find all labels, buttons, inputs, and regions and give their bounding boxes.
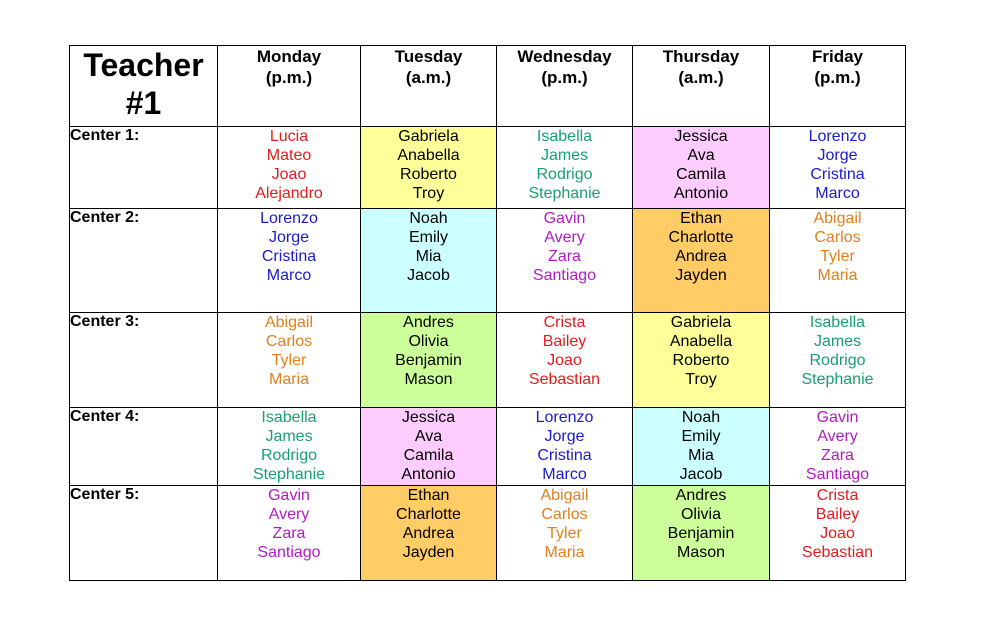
schedule-cell-tuesday [361, 313, 497, 408]
student-name: Anabella [669, 333, 733, 350]
student-name: Antonio [673, 185, 729, 202]
student-name: Andres [675, 487, 727, 504]
student-name: Cristina [810, 166, 865, 183]
student-name: Stephanie [801, 371, 874, 388]
student-name: Maria [268, 371, 309, 388]
schedule-cell-friday [770, 408, 906, 486]
student-name: Mateo [266, 147, 312, 164]
center-row-5 [70, 486, 906, 581]
schedule-cell-friday [770, 486, 906, 581]
day-session: (p.m.) [814, 68, 861, 87]
student-name: Tyler [271, 352, 307, 369]
student-name: Joao [271, 166, 307, 183]
student-name: Jessica [674, 128, 728, 145]
student-name: Rodrigo [536, 166, 593, 183]
student-name: Marco [542, 466, 587, 483]
day-name: Monday [256, 47, 322, 66]
student-name: Lucia [269, 128, 309, 145]
student-name: Carlos [541, 506, 588, 523]
student-name: Cristina [537, 447, 592, 464]
student-name: James [265, 428, 313, 445]
student-name: Maria [544, 544, 585, 561]
student-name: Cristina [261, 248, 317, 265]
student-name: Gabriela [670, 314, 732, 331]
student-name: Jessica [401, 409, 456, 426]
schedule-cell-friday [770, 209, 906, 313]
student-name: Ethan [680, 210, 722, 227]
student-name: Andres [403, 314, 454, 331]
student-name: Roberto [400, 166, 457, 183]
student-name: Charlotte [668, 229, 734, 246]
day-name: Friday [811, 47, 864, 66]
student-name: Avery [817, 428, 858, 445]
student-name: Benjamin [395, 352, 462, 369]
student-name: Jorge [544, 428, 585, 445]
student-name: Gavin [543, 210, 586, 227]
student-name: Andrea [675, 248, 727, 265]
student-name: Camila [403, 447, 454, 464]
student-name: Emily [408, 229, 449, 246]
student-name: Carlos [814, 229, 861, 246]
schedule-cell-wednesday [497, 209, 633, 313]
student-name: Ethan [407, 487, 450, 504]
schedule-table [69, 45, 906, 581]
student-name: Rodrigo [260, 447, 318, 464]
student-name: Santiago [257, 544, 321, 561]
schedule-cell-friday [770, 127, 906, 209]
schedule-title: Teacher #1 [70, 46, 218, 127]
day-name: Thursday [662, 47, 740, 66]
student-name: Lorenzo [260, 210, 318, 227]
schedule-cell-tuesday [361, 408, 497, 486]
schedule-cell-wednesday [497, 313, 633, 408]
center-row-2 [70, 209, 906, 313]
schedule-cell-wednesday [497, 408, 633, 486]
center-label: Center 5: [70, 486, 218, 581]
day-session: (p.m.) [541, 68, 588, 87]
day-header-monday [218, 46, 361, 127]
schedule-cell-thursday [633, 127, 770, 209]
student-name: Andrea [402, 525, 455, 542]
student-name: Jacob [407, 267, 450, 284]
student-name: Tyler [820, 248, 855, 265]
schedule-cell-wednesday [497, 127, 633, 209]
student-name: Jorge [268, 229, 310, 246]
student-name: Carlos [265, 333, 313, 350]
student-name: Avery [544, 229, 585, 246]
student-name: Olivia [680, 506, 721, 523]
student-name: Benjamin [667, 525, 735, 542]
student-name: Abigail [264, 314, 314, 331]
student-name: James [540, 147, 589, 164]
student-name: Bailey [542, 333, 587, 350]
student-name: Sebastian [801, 544, 874, 561]
student-name: Stephanie [252, 466, 326, 483]
student-name: Mason [676, 544, 726, 561]
schedule-cell-wednesday [497, 486, 633, 581]
student-name: Bailey [815, 506, 860, 523]
student-name: Zara [548, 248, 581, 265]
student-name: Gavin [268, 487, 310, 504]
student-name: Olivia [408, 333, 449, 350]
day-header-wednesday [497, 46, 633, 127]
student-name: Isabella [261, 409, 317, 426]
student-name: Isabella [536, 128, 593, 145]
student-name: Stephanie [528, 185, 601, 202]
schedule-cell-tuesday [361, 127, 497, 209]
schedule-cell-friday [770, 313, 906, 408]
student-name: Abigail [813, 210, 862, 227]
student-name: Mia [415, 248, 442, 265]
student-name: Jacob [679, 466, 723, 483]
day-header-tuesday [361, 46, 497, 127]
student-name: Emily [681, 428, 721, 445]
day-session: (a.m.) [405, 68, 452, 87]
student-name: Jayden [402, 544, 455, 561]
student-name: Jayden [675, 267, 727, 284]
schedule-cell-tuesday [361, 486, 497, 581]
center-label: Center 2: [70, 209, 218, 313]
student-name: Antonio [401, 466, 456, 483]
student-name: Zara [821, 447, 854, 464]
student-name: Ava [414, 428, 443, 445]
schedule-cell-monday [218, 313, 361, 408]
student-name: Isabella [809, 314, 866, 331]
student-name: Anabella [397, 147, 460, 164]
student-name: Noah [409, 210, 448, 227]
student-name: Santiago [532, 267, 597, 284]
student-name: Gavin [816, 409, 859, 426]
student-name: Joao [820, 525, 855, 542]
student-name: Camila [676, 166, 726, 183]
center-label: Center 1: [70, 127, 218, 209]
student-name: Lorenzo [535, 409, 594, 426]
center-row-3 [70, 313, 906, 408]
student-name: Tyler [547, 525, 582, 542]
day-header-friday [770, 46, 906, 127]
student-name: Mason [404, 371, 453, 388]
student-name: Charlotte [396, 506, 461, 523]
student-name: Joao [547, 352, 582, 369]
student-name: Rodrigo [809, 352, 866, 369]
student-name: James [813, 333, 862, 350]
student-name: Marco [266, 267, 312, 284]
student-name: Crista [816, 487, 859, 504]
student-name: Ava [687, 147, 715, 164]
day-header-thursday [633, 46, 770, 127]
center-label: Center 3: [70, 313, 218, 408]
schedule-cell-thursday [633, 313, 770, 408]
header-row [70, 46, 906, 127]
student-name: Marco [815, 185, 860, 202]
student-name: Noah [681, 409, 721, 426]
student-name: Sebastian [528, 371, 601, 388]
day-name: Tuesday [394, 47, 463, 66]
student-name: Alejandro [255, 185, 323, 202]
student-name: Abigail [540, 487, 589, 504]
student-name: Troy [412, 185, 445, 202]
schedule-cell-tuesday [361, 209, 497, 313]
day-session: (p.m.) [265, 68, 313, 87]
schedule-cell-monday [218, 486, 361, 581]
student-name: Santiago [805, 466, 870, 483]
student-name: Avery [268, 506, 310, 523]
student-name: Roberto [672, 352, 730, 369]
student-name: Mia [688, 447, 714, 464]
day-session: (a.m.) [678, 68, 724, 87]
schedule-cell-monday [218, 408, 361, 486]
schedule-body [70, 127, 906, 581]
center-row-4 [70, 408, 906, 486]
student-name: Gabriela [398, 128, 459, 145]
student-name: Maria [817, 267, 858, 284]
student-name: Lorenzo [808, 128, 867, 145]
schedule-cell-monday [218, 127, 361, 209]
student-name: Troy [685, 371, 717, 388]
student-name: Crista [543, 314, 586, 331]
schedule-cell-thursday [633, 486, 770, 581]
student-name: Jorge [817, 147, 858, 164]
day-name: Wednesday [517, 47, 612, 66]
schedule-cell-thursday [633, 408, 770, 486]
student-name: Zara [272, 525, 306, 542]
schedule-cell-monday [218, 209, 361, 313]
center-label: Center 4: [70, 408, 218, 486]
center-row-1 [70, 127, 906, 209]
schedule-cell-thursday [633, 209, 770, 313]
